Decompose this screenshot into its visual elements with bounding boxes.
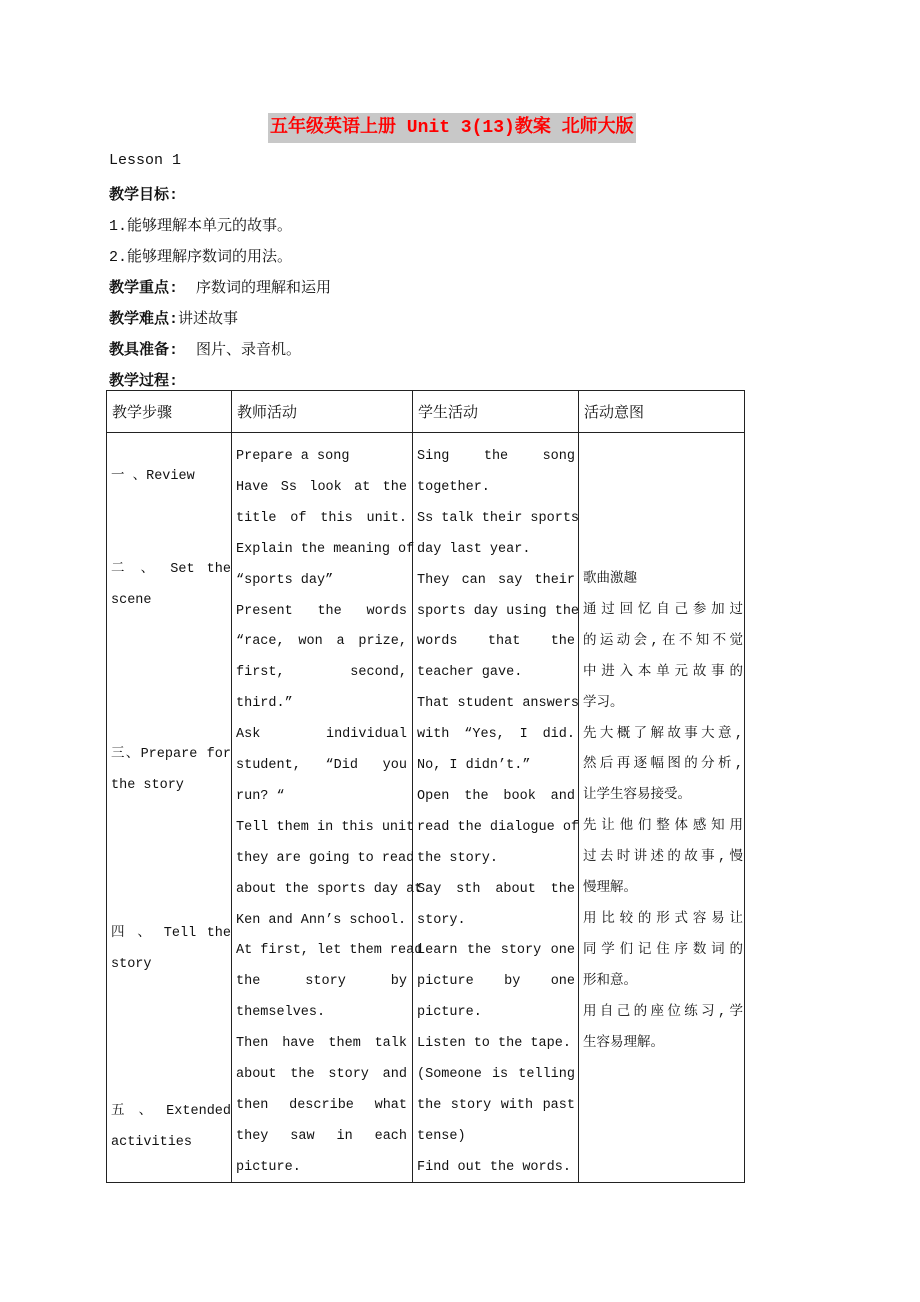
header-step: 教学步骤 (112, 405, 173, 422)
materials-value: 图片、录音机。 (196, 342, 302, 359)
intent-line: 生容易理解。 (583, 1035, 664, 1051)
student-activity-line: day last year. (417, 541, 531, 557)
intent-line: 的运动会,在不知不觉 (583, 633, 743, 649)
step-label (111, 739, 231, 801)
step-label-line: 一 、Review (111, 469, 195, 484)
student-activity-line: Open the book and (417, 788, 575, 804)
student-activity-line: read the dialogue of (417, 819, 580, 835)
student-activity-line: the story. (417, 850, 499, 866)
student-activity-line: (Someone is telling (417, 1067, 575, 1082)
intent-line: 先大概了解故事大意, (583, 726, 743, 742)
materials (109, 338, 301, 359)
intent-line: 用自己的座位练习,学 (583, 1004, 743, 1020)
intent-line: 中进入本单元故事的 (583, 664, 743, 680)
column-divider (231, 391, 232, 1182)
teacher-activity-line: Ask individual (236, 727, 407, 743)
student-activity-line: That student answers (417, 696, 580, 712)
student-activity-line: Find out the words. (417, 1159, 571, 1175)
goals-heading: 教学目标: (109, 187, 179, 204)
header-intent: 活动意图 (584, 405, 645, 422)
student-activity-line: Ss talk their sports (417, 510, 580, 526)
student-activity-line: picture. (417, 1005, 482, 1021)
intent-line: 然后再逐幅图的分析, (583, 757, 743, 773)
column-divider (578, 391, 579, 1182)
student-activity-line: Say sth about the (417, 881, 575, 897)
goal-item: 2.能够理解序数词的用法。 (109, 249, 293, 266)
step-label (111, 918, 231, 980)
teacher-activity-line: “sports day” (236, 572, 334, 588)
teacher-activity-line: At first, let them read (236, 943, 423, 959)
lesson-process-table (106, 390, 745, 1183)
student-activity-line: They can say their (417, 572, 575, 588)
teacher-activity-line: run? “ (236, 788, 285, 804)
teacher-activity-line: Then have them talk (236, 1036, 407, 1052)
step-label-line: story (111, 957, 152, 972)
teacher-activity-line: about the story and (236, 1067, 407, 1082)
student-activity-line: sports day using the (417, 603, 580, 619)
student-activity-line: Sing the song (417, 449, 575, 464)
steps-column (107, 391, 231, 1182)
teacher-activity-line: Prepare a song (236, 449, 350, 464)
student-activity-line: Listen to the tape. (417, 1036, 571, 1052)
teacher-activity-line: themselves. (236, 1005, 326, 1021)
header-teacher: 教师活动 (237, 405, 298, 422)
step-label-line: 三、Prepare for (111, 747, 231, 762)
intent-line: 先让他们整体感知用 (583, 819, 743, 835)
student-activity-line: teacher gave. (417, 665, 523, 681)
teacher-activity-line: picture. (236, 1159, 301, 1175)
difficulty-value: 讲述故事 (178, 311, 239, 328)
intent-line: 通过回忆自己参加过 (583, 602, 743, 618)
materials-label: 教具准备: (109, 342, 179, 359)
teacher-activity-line: about the sports day at (236, 881, 423, 897)
teacher-activity-line: Explain the meaning of (236, 541, 415, 557)
intent-line: 歌曲激趣 (583, 572, 637, 587)
header-student: 学生活动 (418, 405, 479, 422)
goal-item: 1.能够理解本单元的故事。 (109, 218, 293, 235)
teacher-activity-line: “race, won a prize, (236, 634, 407, 650)
teacher-activity-line: they saw in each (236, 1128, 407, 1144)
step-label-line: 二 、 Set the (111, 562, 231, 577)
difficulty (109, 307, 238, 328)
student-activity-line: No, I didn’t.” (417, 758, 531, 773)
intent-line: 同学们记住序数词的 (583, 942, 743, 958)
key-points-value: 序数词的理解和运用 (196, 280, 332, 297)
student-activity-line: the story with past (417, 1097, 575, 1113)
student-activity-line: words that the (417, 634, 575, 650)
intent-line: 用比较的形式容易让 (583, 911, 743, 927)
column-divider (412, 391, 413, 1182)
student-activity-line: picture by one (417, 974, 575, 990)
teacher-activity-line: the story by (236, 974, 407, 990)
teacher-activity-line: they are going to read (236, 850, 415, 866)
step-label-line: activities (111, 1135, 193, 1150)
teacher-activity-line: first, second, (236, 665, 407, 681)
process-heading: 教学过程: (109, 373, 179, 390)
document-title: 五年级英语上册 Unit 3(13)教案 北师大版 (268, 113, 636, 143)
step-label (111, 554, 231, 616)
student-activity-line: story. (417, 912, 466, 928)
teacher-activity-line: then describe what (236, 1097, 407, 1113)
intent-line: 让学生容易接受。 (583, 788, 691, 804)
teacher-activity-line: Ken and Ann’s school. (236, 912, 407, 928)
student-activity-line: with “Yes, I did. (417, 727, 575, 743)
step-label-line: 四 、 Tell the (111, 926, 231, 941)
student-activity-line: tense) (417, 1128, 466, 1144)
student-activity-line: together. (417, 479, 490, 495)
teacher-activity-line: third.” (236, 696, 293, 712)
teacher-activity-line: Have Ss look at the (236, 479, 407, 495)
teacher-activity-line: Present the words (236, 603, 407, 619)
step-label (111, 461, 231, 492)
lesson-label: Lesson 1 (109, 152, 182, 169)
intent-line: 过去时讲述的故事,慢 (583, 850, 743, 866)
teacher-activity-line: student, “Did you (236, 758, 407, 773)
step-label-line: scene (111, 593, 152, 608)
student-activity-line: Learn the story one (417, 943, 575, 959)
key-points-label: 教学重点: (109, 280, 179, 297)
step-label-line: 五 、 Extended (111, 1104, 231, 1119)
step-label (111, 1096, 231, 1158)
intent-line: 学习。 (583, 695, 624, 711)
difficulty-label: 教学难点: (109, 311, 179, 328)
intent-line: 形和意。 (583, 973, 637, 989)
intent-line: 慢理解。 (583, 881, 637, 896)
step-label-line: the story (111, 778, 184, 793)
teacher-activity-line: title of this unit. (236, 510, 407, 526)
key-points (109, 276, 331, 297)
teacher-activity-line: Tell them in this unit (236, 819, 415, 835)
